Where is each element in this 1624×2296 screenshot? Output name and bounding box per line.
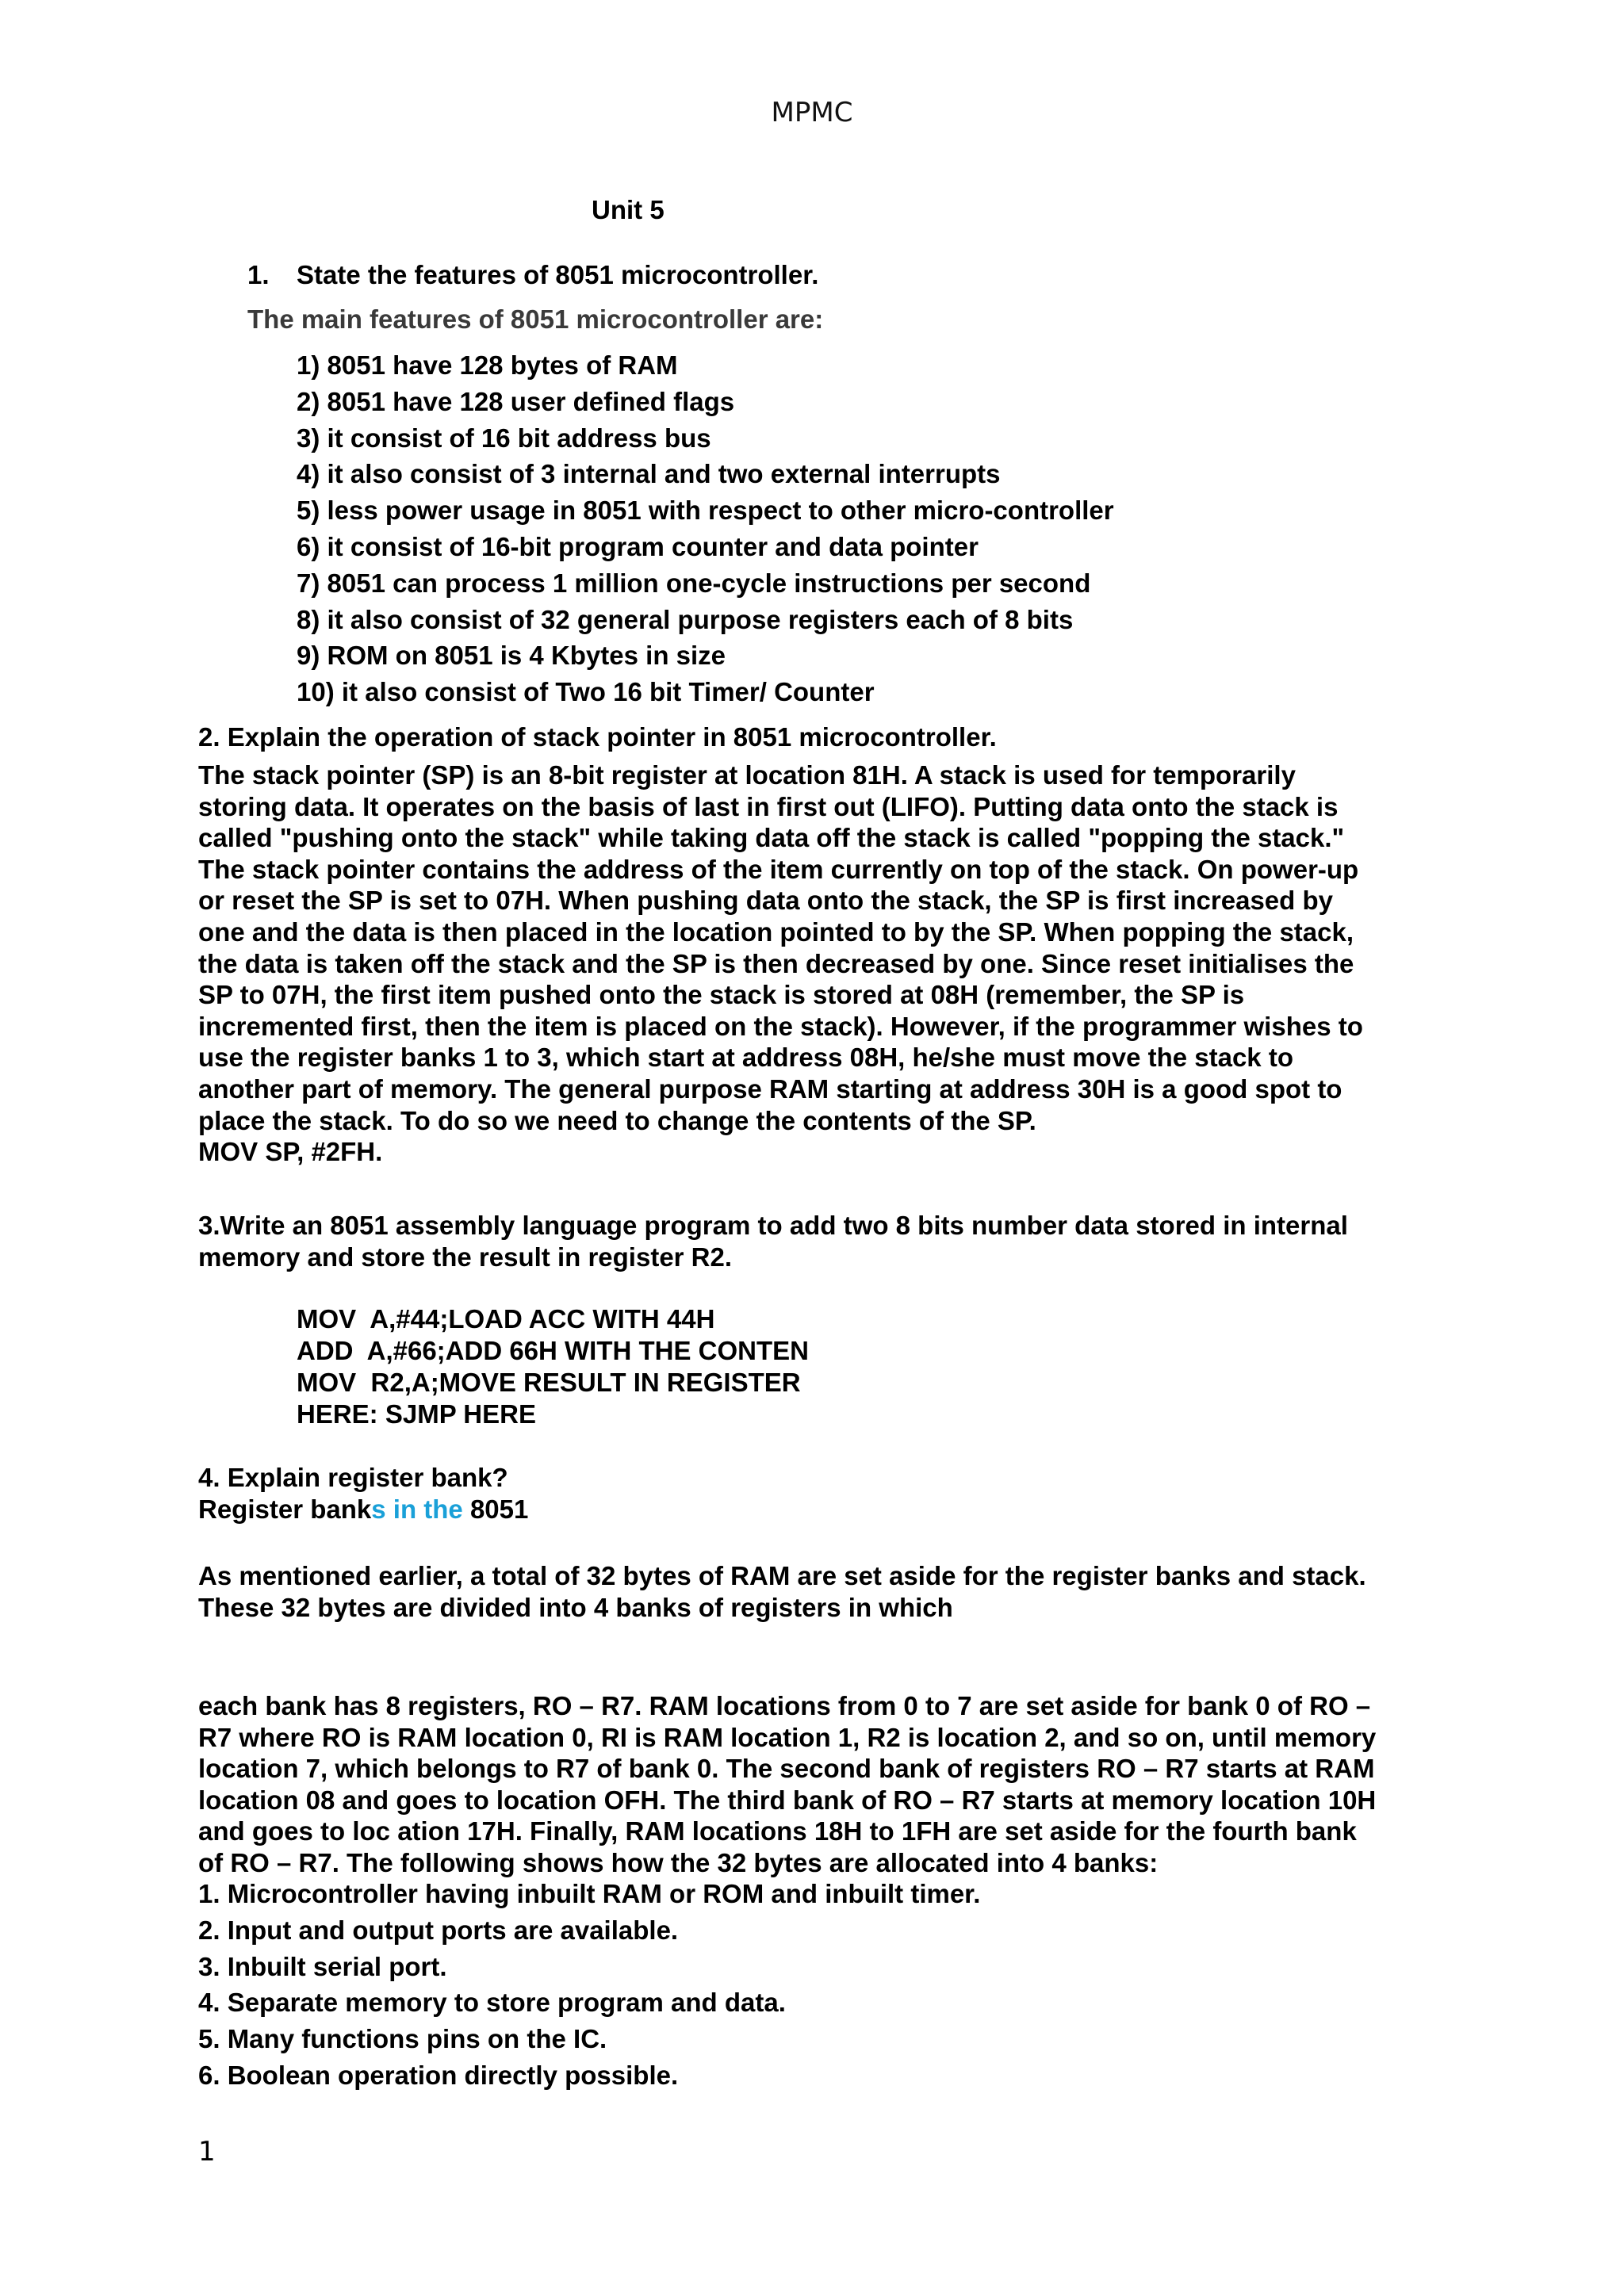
list-item: 6) it consist of 16-bit program counter and data pointer <box>297 531 979 561</box>
text-line: The stack pointer (SP) is an 8-bit register at location 81H. A stack is used for temporarily <box>198 760 1296 790</box>
text-line: one and the data is then placed in the location pointed to by the SP. When popping the stack, <box>198 916 1354 947</box>
question-1-number: 1. <box>247 260 270 289</box>
list-item: 8) it also consist of 32 general purpose registers each of 8 bits <box>297 604 1074 634</box>
text-line: and goes to loc ation 17H. Finally, RAM locations 18H to 1FH are set aside for the fourth bank <box>198 1816 1357 1846</box>
features-list <box>297 347 1114 710</box>
page-number: 1 <box>198 2136 216 2168</box>
list-item: 5) less power usage in 8051 with respect to other micro-controller <box>297 496 1114 526</box>
text-line: The stack pointer contains the address of the item currently on top of the stack. On power-up <box>198 854 1359 884</box>
list-item: 2. Input and output ports are available. <box>198 1915 679 1945</box>
list-item: 1. Microcontroller having inbuilt RAM or ROM and inbuilt timer. <box>198 1879 981 1908</box>
text-line: SP to 07H, the first item pushed onto the stack is stored at 08H (remember, the SP is <box>198 980 1245 1010</box>
list-item: 9) ROM on 8051 is 4 Kbytes in size <box>297 641 726 671</box>
register-banks-subtitle <box>198 1494 1467 1525</box>
question-4: 4. Explain register bank? <box>198 1463 508 1492</box>
code-line: MOV R2,A;MOVE RESULT IN REGISTER <box>297 1368 801 1397</box>
text-line: each bank has 8 registers, RO – R7. RAM locations from 0 to 7 are set aside for bank 0 of RO – <box>198 1691 1371 1720</box>
text-line: incremented first, then the item is placed on the stack). However, if the programmer wishes to <box>198 1011 1363 1041</box>
text-line: called "pushing onto the stack" while taking data off the stack is called "popping the stack." <box>198 823 1345 853</box>
list-item: 3) it consist of 16 bit address bus <box>297 423 711 453</box>
text-line: storing data. It operates on the basis of last in first out (LIFO). Putting data onto the stack is <box>198 791 1339 821</box>
question-2: 2. Explain the operation of stack pointer in 8051 microcontroller. <box>198 722 997 752</box>
text-line: location 08 and goes to location OFH. The third bank of RO – R7 starts at memory location 10H <box>198 1785 1377 1815</box>
subtitle-link-text: s in the <box>371 1494 463 1524</box>
list-item: 7) 8051 can process 1 million one-cycle instructions per second <box>297 568 1091 598</box>
list-item: 6. Boolean operation directly possible. <box>198 2060 679 2090</box>
list-item: 3. Inbuilt serial port. <box>198 1951 447 1981</box>
text-line: As mentioned earlier, a total of 32 bytes of RAM are set aside for the register banks and stack. <box>198 1561 1366 1590</box>
assembly-code <box>297 1303 809 1430</box>
text-line: location 7, which belongs to R7 of bank 0. The second bank of registers RO – R7 starts at RAM <box>198 1754 1375 1784</box>
text-line: another part of memory. The general purpose RAM starting at address 30H is a good spot to <box>198 1073 1342 1104</box>
code-line: HERE: SJMP HERE <box>297 1399 536 1429</box>
question-1-intro: The main features of 8051 microcontroller are: <box>247 304 824 334</box>
text-line: These 32 bytes are divided into 4 banks of registers in which <box>198 1592 953 1622</box>
text-line: 3.Write an 8051 assembly language program to add two 8 bits number data stored in internal <box>198 1211 1348 1240</box>
list-item: 4. Separate memory to store program and data. <box>198 1988 786 2018</box>
text-line: memory and store the result in register R2. <box>198 1242 733 1272</box>
text-line: place the stack. To do so we need to change the contents of the SP. <box>198 1105 1036 1135</box>
unit-title: Unit 5 <box>592 195 665 224</box>
text-line: MOV SP, #2FH. <box>198 1137 383 1167</box>
list-item: 2) 8051 have 128 user defined flags <box>297 386 735 416</box>
question-1 <box>247 260 818 290</box>
register-bank-paragraph-2 <box>198 1690 1467 1879</box>
text-line: of RO – R7. The following shows how the 32 bytes are allocated into 4 banks: <box>198 1847 1159 1877</box>
code-line: ADD A,#66;ADD 66H WITH THE CONTEN <box>297 1336 809 1365</box>
text-line: the data is taken off the stack and the SP is then decreased by one. Since reset initialises the <box>198 948 1354 978</box>
text-line: R7 where RO is RAM location 0, RI is RAM location 1, R2 is location 2, and so on, until memory <box>198 1722 1377 1752</box>
text-line: or reset the SP is set to 07H. When pushing data onto the stack, the SP is first increased by <box>198 886 1333 916</box>
code-line: MOV A,#44;LOAD ACC WITH 44H <box>297 1304 715 1334</box>
list-item: 5. Many functions pins on the IC. <box>198 2024 607 2054</box>
subtitle-part: 8051 <box>462 1494 529 1524</box>
list-item: 4) it also consist of 3 internal and two external interrupts <box>297 459 1001 489</box>
page-header: MPMC <box>771 97 853 128</box>
text-line: use the register banks 1 to 3, which start at address 08H, he/she must move the stack to <box>198 1043 1293 1073</box>
question-3 <box>198 1210 1467 1272</box>
list-item: 10) it also consist of Two 16 bit Timer/ Counter <box>297 677 875 707</box>
list-item: 1) 8051 have 128 bytes of RAM <box>297 350 678 380</box>
question-2-answer <box>198 760 1467 1168</box>
question-1-text: State the features of 8051 microcontroller. <box>297 260 819 289</box>
microcontroller-features-list <box>198 1876 980 2094</box>
register-bank-paragraph-1 <box>198 1560 1467 1623</box>
subtitle-part: Register bank <box>198 1494 372 1524</box>
